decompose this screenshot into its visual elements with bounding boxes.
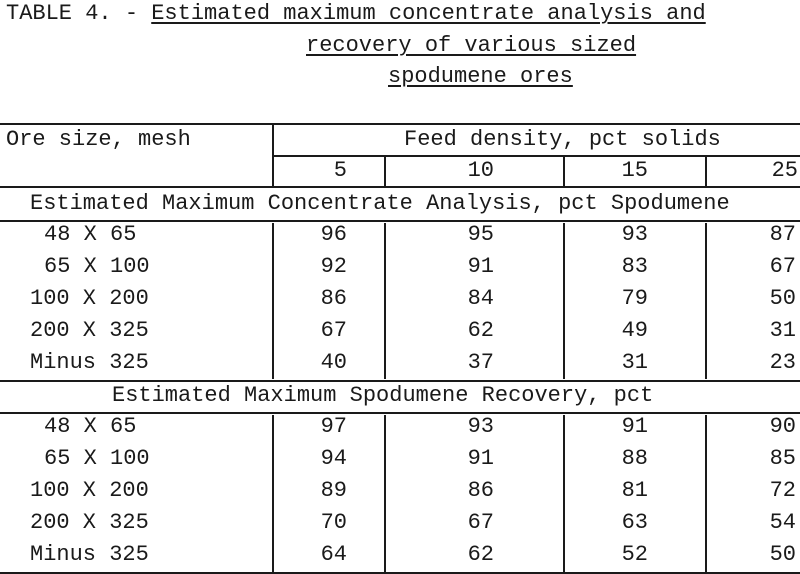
row-label: 65 X 100 [44,446,150,471]
title-line-1 [6,1,706,27]
table-cell: 90 [769,414,796,439]
stub-divider-header [272,123,274,187]
title-line-2: recovery of various sized [306,33,637,58]
table-cell: 97 [320,414,347,439]
table-cell: 93 [467,414,494,439]
section-heading: Estimated Maximum Concentrate Analysis, pct Spodumene [30,191,730,216]
table-cell: 95 [467,222,494,247]
table-cell: 86 [320,286,347,311]
table-cell: 85 [769,446,796,471]
table-cell: 31 [621,350,648,375]
table-cell: 37 [467,350,494,375]
table-cell: 70 [320,510,347,535]
column-divider [384,223,386,379]
table-cell: 81 [621,478,648,503]
table-cell: 91 [621,414,648,439]
table-cell: 91 [467,254,494,279]
table-title [0,0,800,100]
column-header-15: 15 [621,158,648,183]
table-cell: 88 [621,446,648,471]
col-divider-2-header [563,155,565,187]
table-cell: 91 [467,446,494,471]
section-heading: Estimated Maximum Spodumene Recovery, pct [112,383,654,408]
row-label: Minus 325 [30,350,149,375]
column-header-25: 25 [771,158,798,183]
table-cell: 79 [621,286,648,311]
stub-divider [272,415,274,573]
column-divider [384,415,386,573]
table-cell: 84 [467,286,494,311]
table-cell: 40 [320,350,347,375]
table-cell: 62 [467,542,494,567]
header-bottom-rule [0,186,800,188]
table-cell: 93 [621,222,648,247]
row-label: 100 X 200 [30,286,149,311]
table-top-rule [0,123,800,125]
column-header-5: 5 [333,158,347,183]
table-cell: 96 [320,222,347,247]
column-header-10: 10 [467,158,494,183]
column-divider [705,223,707,379]
column-divider [563,223,565,379]
row-label: 48 X 65 [44,222,137,247]
table-bottom-rule [0,572,800,574]
title-text-line-1: Estimated maximum concentrate analysis and [151,1,706,26]
table-cell: 63 [621,510,648,535]
table-cell: 49 [621,318,648,343]
table-cell: 54 [769,510,796,535]
table-cell: 64 [320,542,347,567]
table-cell: 23 [769,350,796,375]
column-divider [705,415,707,573]
column-divider [563,415,565,573]
table-cell: 94 [320,446,347,471]
stub-header: Ore size, mesh [6,127,191,152]
group-header: Feed density, pct solids [404,127,721,152]
table-cell: 67 [467,510,494,535]
table-cell: 50 [769,542,796,567]
table-cell: 31 [769,318,796,343]
table-cell: 87 [769,222,796,247]
table-cell: 86 [467,478,494,503]
group-header-rule [272,155,800,157]
table-cell: 92 [320,254,347,279]
table-cell: 52 [621,542,648,567]
title-line-3: spodumene ores [388,64,573,89]
table-number: TABLE 4. - [6,1,152,26]
table-cell: 83 [621,254,648,279]
row-label: 200 X 325 [30,318,149,343]
table-cell: 72 [769,478,796,503]
table-cell: 67 [320,318,347,343]
row-label: 200 X 325 [30,510,149,535]
stub-divider [272,223,274,379]
table-cell: 89 [320,478,347,503]
row-label: Minus 325 [30,542,149,567]
row-label: 100 X 200 [30,478,149,503]
row-label: 65 X 100 [44,254,150,279]
table-cell: 62 [467,318,494,343]
col-divider-1-header [384,155,386,187]
row-label: 48 X 65 [44,414,137,439]
table-cell: 50 [769,286,796,311]
table-cell: 67 [769,254,796,279]
col-divider-3-header [705,155,707,187]
